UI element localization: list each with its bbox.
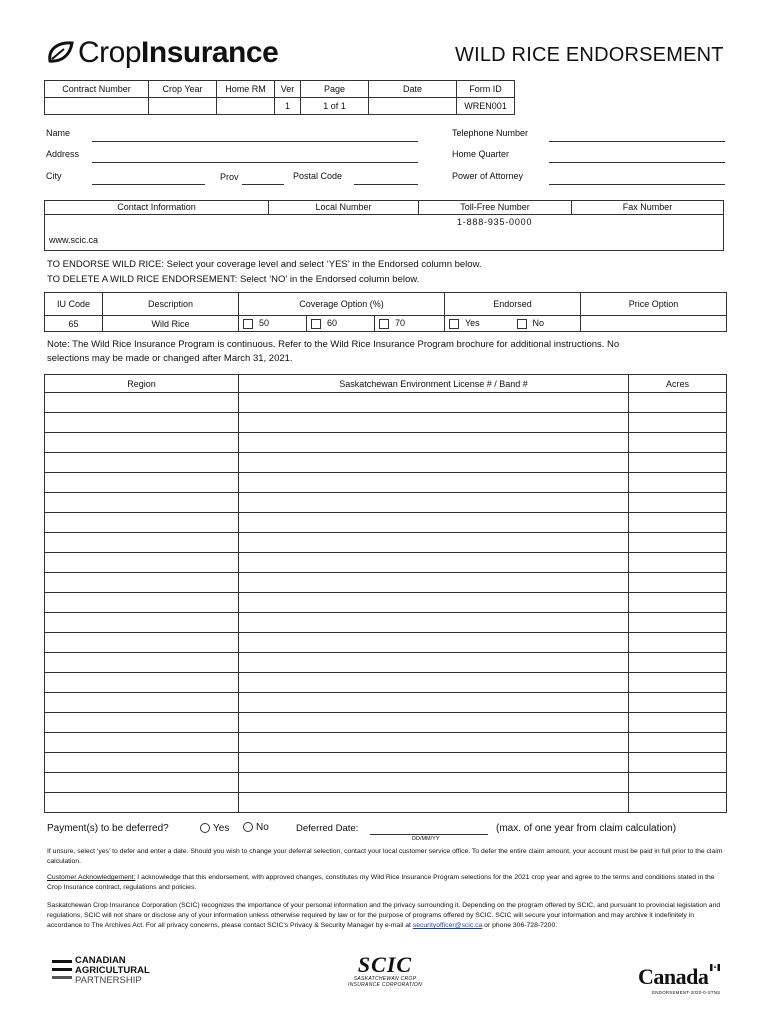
scic-sub-2: INSURANCE CORPORATION [348,982,422,988]
option-70-label: 70 [395,318,406,329]
city-field[interactable] [92,184,205,185]
home-quarter-field[interactable] [549,162,725,163]
deferred-yes-option[interactable] [200,823,229,834]
page-value: 1 of 1 [301,98,369,115]
name-field[interactable] [92,141,418,142]
contact-info-box [44,200,724,251]
ack-title: Customer Acknowledgement: [47,874,136,881]
acres-cell[interactable] [629,533,727,553]
contract-number-field[interactable] [45,98,149,115]
acres-cell[interactable] [629,653,727,673]
form-title: WILD RICE ENDORSEMENT [455,44,724,66]
region-cell[interactable] [45,733,239,753]
logo-crop-text: Crop [78,36,142,69]
endorsed-no-label: No [532,318,545,329]
col-contract-number: Contract Number [45,81,149,98]
address-field[interactable] [92,162,418,163]
ver-value: 1 [275,98,301,115]
power-of-attorney-field[interactable] [549,184,725,185]
region-table [44,374,727,813]
privacy-text: Saskatchewan Crop Insurance Corporation (SCIC) recognizes the importance of your personal information and the privacy surrounding it. Depending on the program offered by SCIC, and pursuant to provincial legislation and regulations, SCIC will not share or disclose any of your information unless otherwise required by law or for the purpose of programs offered by SCIC. SCIC will secure your information and may archive it indefinitely in accordance to The Archives Act. For all privacy concerns, please contact SCIC’s Privacy & Security Manager by e-mail at [47,902,721,929]
option-60[interactable] [307,316,375,332]
table-row [45,513,727,533]
note-line-2: selections may be made or changed after March 31, 2021. [47,353,293,364]
col-license-band: Saskatchewan Environment License # / Band # [239,375,629,393]
license-cell[interactable] [239,473,629,493]
table-row [45,493,727,513]
col-coverage-option: Coverage Option (%) [239,293,445,316]
acres-cell[interactable] [629,453,727,473]
license-cell[interactable] [239,593,629,613]
license-cell[interactable] [239,393,629,413]
leaf-icon [46,39,76,67]
security-email-link[interactable]: securityofficer@scic.ca [412,922,483,929]
address-label: Address [46,149,80,159]
table-row [45,573,727,593]
option-50[interactable] [239,316,307,332]
canada-wordmark: Canada [638,964,709,989]
col-iu-code: IU Code [45,293,103,316]
acres-cell[interactable] [629,633,727,653]
date-format-hint: DD/MM/YY [412,836,440,842]
license-cell[interactable] [239,693,629,713]
col-form-id: Form ID [457,81,515,98]
scic-logo [330,954,440,988]
description-value: Wild Rice [103,316,239,332]
license-cell[interactable] [239,573,629,593]
region-cell[interactable] [45,633,239,653]
checkbox-50[interactable] [243,319,253,329]
table-row [45,316,727,332]
table-row [45,533,727,553]
acres-cell[interactable] [629,413,727,433]
region-cell[interactable] [45,773,239,793]
license-cell[interactable] [239,673,629,693]
cap-line-3: PARTNERSHIP [75,975,142,986]
option-50-label: 50 [259,318,270,329]
acres-cell[interactable] [629,513,727,533]
acres-cell[interactable] [629,553,727,573]
acres-cell[interactable] [629,753,727,773]
scic-sub-1: SASKATCHEWAN CROP [353,976,417,982]
website-link[interactable]: www.scic.ca [49,235,99,245]
table-row [45,713,727,733]
checkbox-yes[interactable] [449,319,459,329]
region-cell[interactable] [45,473,239,493]
table-row [45,593,727,613]
license-cell[interactable] [239,793,629,813]
region-cell[interactable] [45,693,239,713]
form-id-value: WREN001 [457,98,515,115]
license-cell[interactable] [239,433,629,453]
license-cell[interactable] [239,713,629,733]
col-fax-number: Fax Number [622,202,673,212]
region-cell[interactable] [45,513,239,533]
contract-header-table [44,80,515,115]
city-label: City [46,171,62,181]
acres-cell[interactable] [629,773,727,793]
table-row [45,693,727,713]
col-ver: Ver [275,81,301,98]
prov-field[interactable] [242,184,284,185]
table-row [45,433,727,453]
ack-text: I acknowledge that this endorsement, with approved changes, constitutes my Wild Rice Insurance Program selections for the 2021 crop year and agree to the terms and conditions stated in the Crop Insurance contract, regulations and policies. [47,874,715,891]
power-of-attorney-label: Power of Attorney [452,171,524,181]
radio-no[interactable] [243,822,253,832]
home-quarter-label: Home Quarter [452,149,510,159]
col-date: Date [369,81,457,98]
radio-yes[interactable] [200,823,210,833]
col-region: Region [45,375,239,393]
price-option-field[interactable] [581,316,727,332]
table-row [45,633,727,653]
radio-yes-label: Yes [213,823,230,834]
col-local-number: Local Number [269,201,419,214]
table-row [45,393,727,413]
region-cell[interactable] [45,713,239,733]
table-row [45,473,727,493]
endorse-instruction: TO ENDORSE WILD RICE: Select your coverage level and select ‘YES’ in the Endorsed column below. [47,259,482,270]
iu-code-value: 65 [45,316,103,332]
delete-instruction: TO DELETE A WILD RICE ENDORSEMENT: Select ‘NO’ in the Endorsed column below. [47,274,420,285]
license-cell[interactable] [239,413,629,433]
note-line-1: Note: The Wild Rice Insurance Program is continuous. Refer to the Wild Rice Insurance Program brochure for additional instructions. No [47,339,620,350]
radio-no-label: No [256,822,269,833]
region-cell[interactable] [45,613,239,633]
region-cell[interactable] [45,433,239,453]
col-page: Page [301,81,369,98]
license-cell[interactable] [239,653,629,673]
endorsed-yes[interactable] [445,316,513,332]
logo-insurance-text: Insurance [141,36,279,69]
canada-flag-icon [710,963,720,973]
table-row [45,653,727,673]
license-cell[interactable] [239,633,629,653]
telephone-label: Telephone Number [452,128,529,138]
cap-stripes-icon [52,956,72,986]
region-cell[interactable] [45,793,239,813]
date-field[interactable] [369,98,457,115]
privacy-end-text: or phone 306-728-7200. [482,922,558,929]
postal-code-label: Postal Code [293,171,343,181]
toll-free-value: 1-888-935-0000 [457,217,533,227]
acres-cell[interactable] [629,693,727,713]
acres-cell[interactable] [629,733,727,753]
option-60-label: 60 [327,318,338,329]
license-cell[interactable] [239,453,629,473]
acres-cell[interactable] [629,573,727,593]
table-row [45,773,727,793]
privacy-statement [47,901,723,931]
region-cell[interactable] [45,573,239,593]
col-crop-year: Crop Year [149,81,217,98]
table-row [45,553,727,573]
region-cell[interactable] [45,553,239,573]
max-note: (max. of one year from claim calculation) [496,823,677,834]
payment-deferred-label: Payment(s) to be deferred? [47,823,169,834]
region-cell[interactable] [45,413,239,433]
acres-cell[interactable] [629,593,727,613]
checkbox-70[interactable] [379,319,389,329]
table-row [45,733,727,753]
customer-acknowledgement [47,873,723,893]
license-cell[interactable] [239,493,629,513]
license-cell[interactable] [239,773,629,793]
acres-cell[interactable] [629,793,727,813]
region-cell[interactable] [45,393,239,413]
form-code: ENDORSEMENT-2020-0-STNS [652,990,721,995]
endorsed-no[interactable] [513,316,581,332]
name-label: Name [46,128,71,138]
col-toll-free-number: Toll-Free Number [419,201,572,214]
canadian-agricultural-partnership-logo [52,956,150,986]
table-row [45,613,727,633]
checkbox-60[interactable] [311,319,321,329]
option-70[interactable] [375,316,445,332]
home-rm-field[interactable] [217,98,275,115]
telephone-field[interactable] [549,141,725,142]
endorsed-yes-label: Yes [465,318,480,329]
cap-line-2: AGRICULTURAL [75,965,150,976]
acres-cell[interactable] [629,393,727,413]
crop-insurance-logo [46,36,278,70]
prov-label: Prov [220,172,239,182]
license-cell[interactable] [239,533,629,553]
col-contact-information: Contact Information [45,201,269,214]
col-acres: Acres [629,375,727,393]
acres-cell[interactable] [629,673,727,693]
deferred-date-field[interactable] [370,834,488,835]
table-row [45,413,727,433]
acres-cell[interactable] [629,473,727,493]
acres-cell[interactable] [629,433,727,453]
table-row [45,453,727,473]
acres-cell[interactable] [629,713,727,733]
table-row [45,753,727,773]
col-price-option: Price Option [581,293,727,316]
deferred-no-option[interactable] [243,822,269,833]
col-endorsed: Endorsed [445,293,581,316]
scic-wordmark: SCIC [357,952,413,977]
region-cell[interactable] [45,593,239,613]
license-cell[interactable] [239,513,629,533]
region-cell[interactable] [45,673,239,693]
region-cell[interactable] [45,653,239,673]
license-cell[interactable] [239,613,629,633]
region-cell[interactable] [45,493,239,513]
table-row [45,793,727,813]
region-cell[interactable] [45,533,239,553]
table-row [45,673,727,693]
license-cell[interactable] [239,553,629,573]
deferred-date-label: Deferred Date: [296,823,359,834]
contact-header-row [45,201,723,215]
defer-explanation: If unsure, select ‘yes’ to defer and enter a date. Should you wish to change your deferral selection, contact your local customer service office. To defer the entire claim amount, your account must be paid in full prior to the claim calculation. [47,848,723,865]
region-cell[interactable] [45,453,239,473]
postal-code-field[interactable] [354,184,418,185]
checkbox-no[interactable] [517,319,527,329]
acres-cell[interactable] [629,613,727,633]
license-cell[interactable] [239,733,629,753]
region-cell[interactable] [45,753,239,773]
col-home-rm: Home RM [217,81,275,98]
license-cell[interactable] [239,753,629,773]
acres-cell[interactable] [629,493,727,513]
coverage-table [44,292,727,332]
cap-line-1: CANADIAN [75,955,126,966]
crop-year-field[interactable] [149,98,217,115]
col-description: Description [103,293,239,316]
